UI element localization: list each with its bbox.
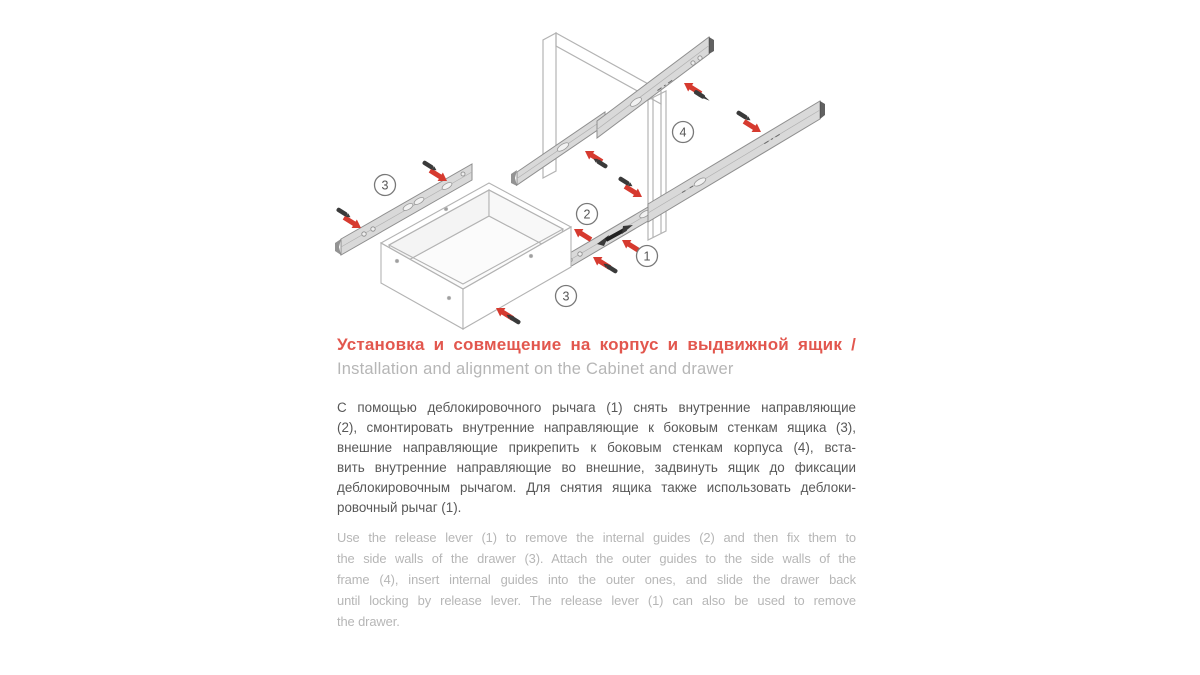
instructions-en-line: frame (4), insert internal guides into the outer ones, and slide the drawer back xyxy=(337,572,856,587)
instructions-en-line: the drawer. xyxy=(337,614,400,629)
instructions-ru-line: (2), смонтировать внутренние направляющие к боковым стенкам ящика (3), xyxy=(337,420,856,435)
instructions-en-line: until locking by release lever. The release lever (1) can also be used to remove xyxy=(337,593,856,608)
top-rail-end-hook xyxy=(511,170,517,186)
outer-rail-end-stop xyxy=(820,101,825,119)
instruction-text xyxy=(337,334,856,629)
cabinet-rail-top xyxy=(511,37,714,186)
callout-3-bottom xyxy=(556,286,577,307)
mount-screw xyxy=(336,207,352,219)
svg-text:1: 1 xyxy=(643,249,651,264)
svg-text:3: 3 xyxy=(562,289,570,304)
instructions-ru-line: вить внутренние направляющие во внешние, задвинуть ящик до фиксации xyxy=(337,460,856,475)
callout-1 xyxy=(637,246,658,267)
instructions-ru-line: деблокировочным рычагом. Для снятия ящика также использовать деблоки- xyxy=(337,480,856,495)
callout-3-drawer-rail xyxy=(375,175,396,196)
svg-text:4: 4 xyxy=(679,125,687,140)
mount-screw xyxy=(736,110,752,122)
instructions-en-line: Use the release lever (1) to remove the internal guides (2) and then fix them to xyxy=(337,530,856,545)
mount-screw xyxy=(422,160,438,172)
mount-arrow xyxy=(741,117,763,136)
assembly-diagram xyxy=(325,5,885,340)
callout-2 xyxy=(577,204,598,225)
instructions-en xyxy=(337,527,856,632)
left-rail-end-hook xyxy=(335,239,341,255)
instructions-ru-line: ровочный рычаг (1). xyxy=(337,500,462,515)
mount-arrow xyxy=(622,182,644,201)
page-title-ru: Установка и совмещение на корпус и выдвижной ящик / xyxy=(337,335,856,354)
instructions-ru-line: С помощью деблокировочного рычага (1) снять внутренние направляющие xyxy=(337,400,856,415)
svg-text:2: 2 xyxy=(583,207,591,222)
page-title-en: Installation and alignment on the Cabinet and drawer xyxy=(337,360,734,378)
callout-4 xyxy=(673,122,694,143)
instructions-ru-line: внешние направляющие прикрепить к боковым стенкам корпуса (4), вста- xyxy=(337,440,856,455)
instructions-ru xyxy=(337,398,856,518)
svg-text:3: 3 xyxy=(381,178,389,193)
instructions-en-line: the side walls of the drawer (3). Attach the outer guides to the side walls of the xyxy=(337,551,856,566)
top-rail-end-stop xyxy=(709,37,714,54)
